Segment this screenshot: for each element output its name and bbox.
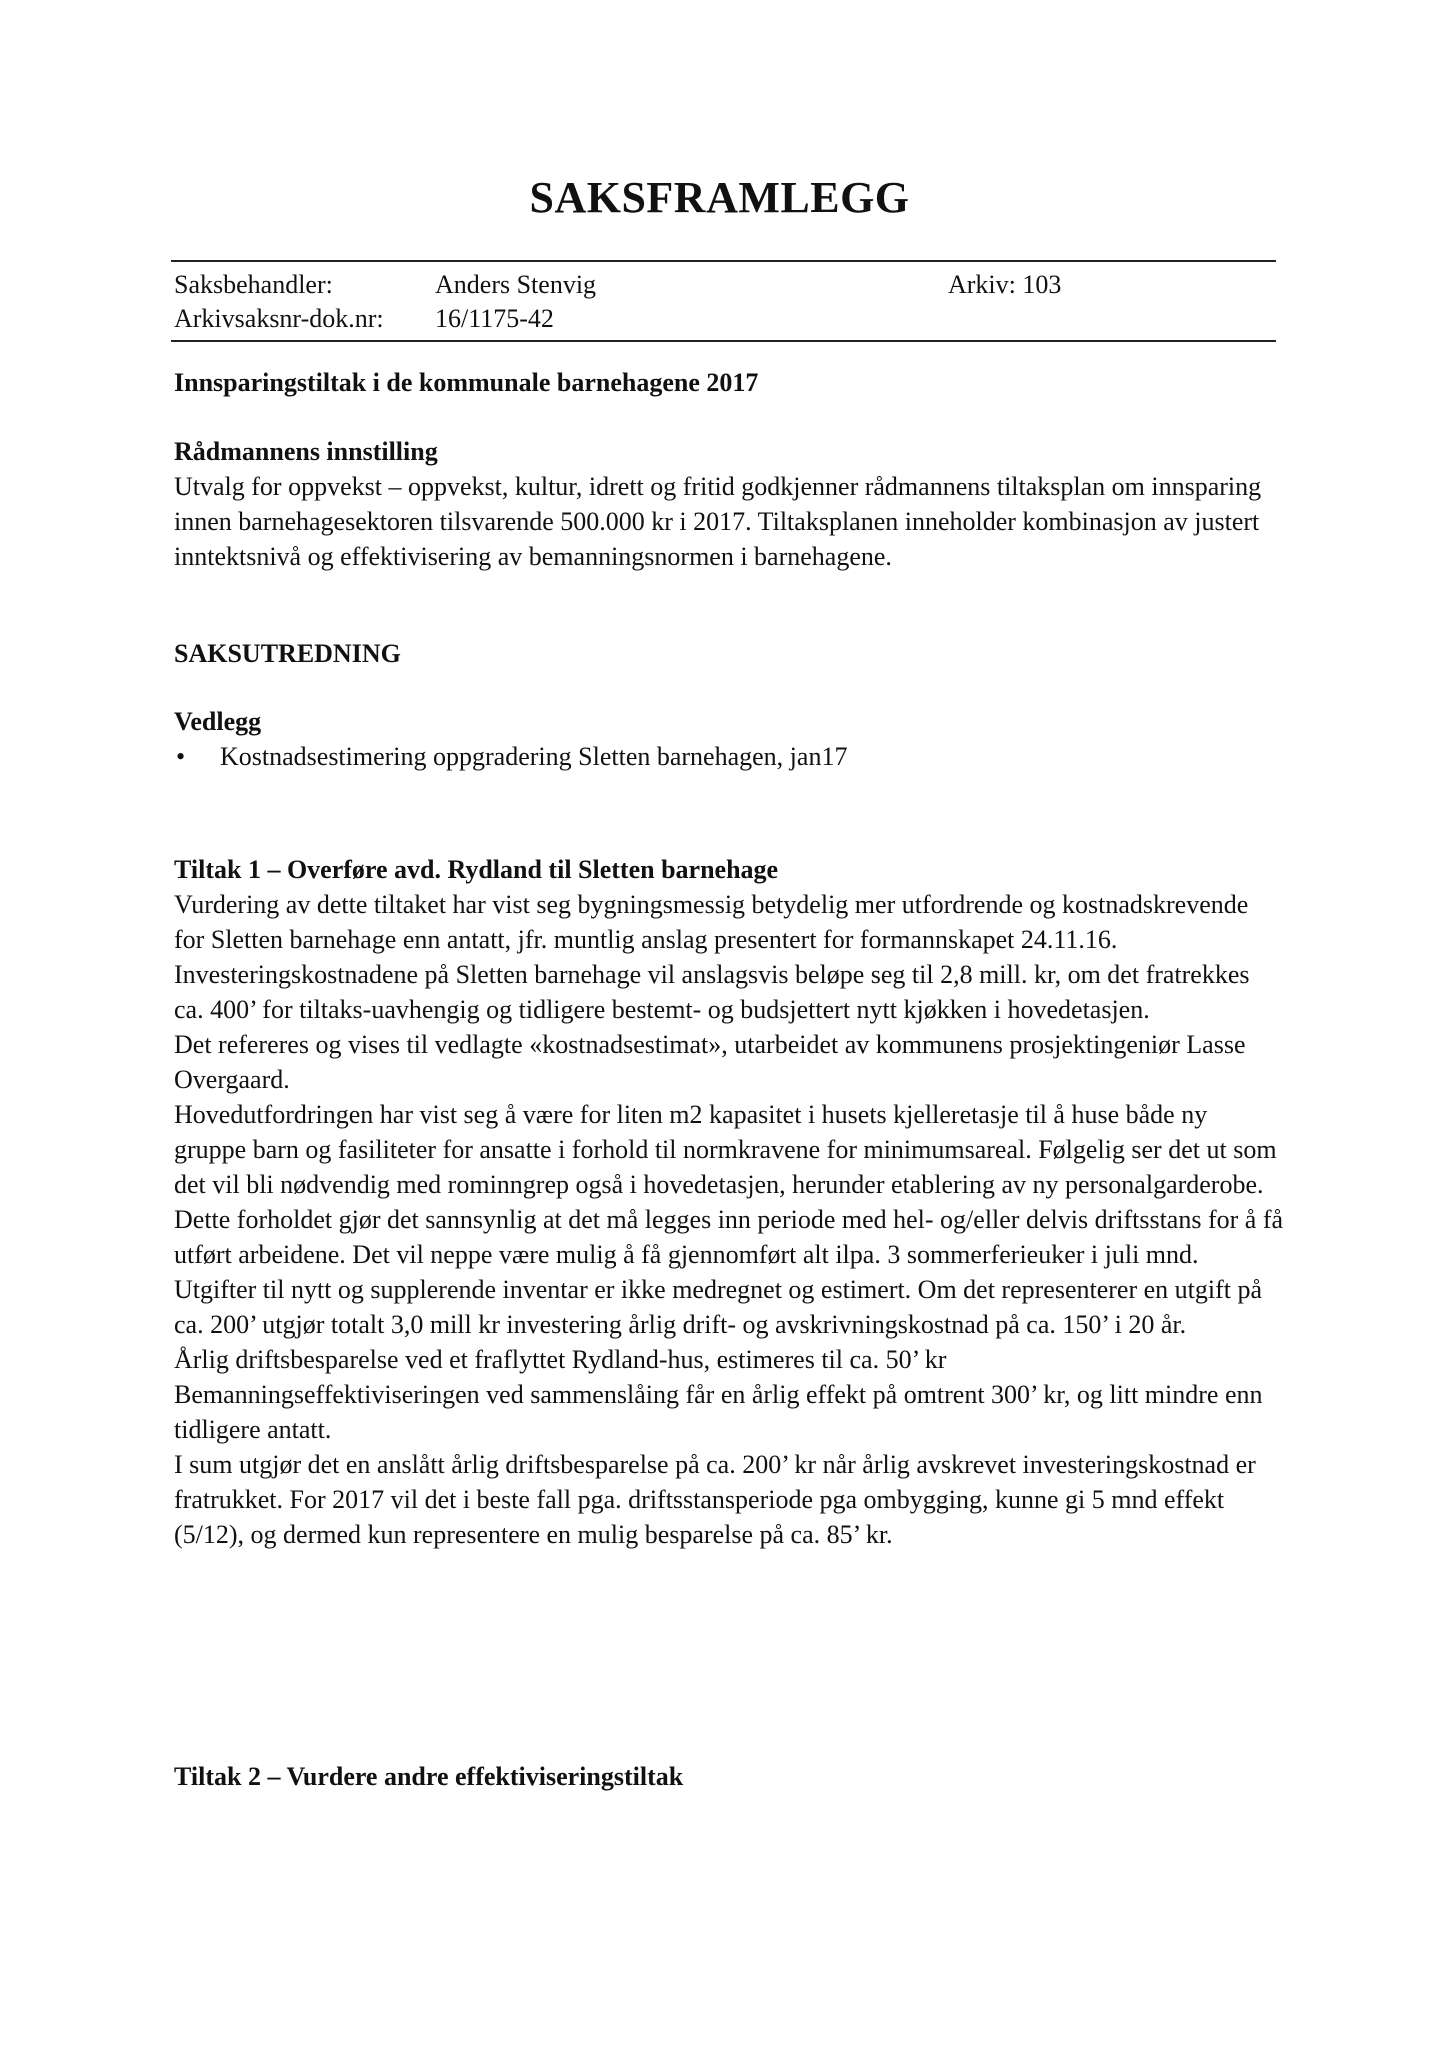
- saksutredning-heading: SAKSUTREDNING: [174, 639, 401, 668]
- tiltak1-paragraph: Det refereres og vises til vedlagte «kostnadsestimat», utarbeidet av kommunens prosjektingeniør Lasse Overgaard.: [174, 1030, 1246, 1094]
- case-metadata: [171, 260, 1276, 342]
- tiltak1-paragraph: Bemanningseffektiviseringen ved sammenslåing får en årlig effekt på omtrent 300’ kr, og litt mindre enn tidligere antatt.: [174, 1380, 1263, 1444]
- tiltak1-paragraph: Vurdering av dette tiltaket har vist seg bygningsmessig betydelig mer utfordrende og kostnadskrevende for Sletten barnehage enn antatt, jfr. muntlig anslag presentert for formannskapet 24.11.16. Investeringskostnadene på Sletten barnehage vil anslagsvis beløpe seg til 2,8 mill. kr, om det fratrekkes ca. 400’ for tiltaks-uavhengig og tidligere bestemt- og budsjettert nytt kjøkken i hovedetasjen.: [174, 890, 1250, 1024]
- tiltak1-paragraph: Utgifter til nytt og supplerende inventar er ikke medregnet og estimert. Om det representerer en utgift på ca. 200’ utgjør totalt 3,0 mill kr investering årlig drift- og avskrivningskostnad på ca. 150’ i 20 år.: [174, 1275, 1263, 1339]
- tiltak1-paragraph: I sum utgjør det en anslått årlig driftsbesparelse på ca. 200’ kr når årlig avskrevet investeringskostnad er fratrukket. For 2017 vil det i beste fall pga. driftsstansperiode pga ombygging, kunne gi 5 mnd effekt (5/12), og dermed kun representere en mulig besparelse på ca. 85’ kr.: [174, 1450, 1256, 1549]
- arkivsaksnr-label: Arkivsaksnr-dok.nr:: [174, 304, 384, 333]
- recommendation-text: Utvalg for oppvekst – oppvekst, kultur, idrett og fritid godkjenner rådmannens tiltaksplan om innsparing innen barnehagesektoren tilsvarende 500.000 kr i 2017. Tiltaksplanen inneholder kombinasjon av justert inntektsnivå og effektivisering av bemanningsnormen i barnehagene.: [174, 472, 1262, 571]
- recommendation-heading: Rådmannens innstilling: [174, 437, 438, 466]
- recommendation-section: [174, 434, 1284, 574]
- tiltak1-section: [174, 852, 1284, 1552]
- tiltak2-heading: Tiltak 2 – Vurdere andre effektiviseringstiltak: [174, 1762, 684, 1791]
- attachments-list: [174, 739, 1284, 774]
- attachment-item[interactable]: • Kostnadsestimering oppgradering Sletten barnehagen, jan17: [174, 739, 1284, 774]
- meta-row-arkivsaksnr: [171, 302, 1276, 336]
- saksbehandler-value: Anders Stenvig: [435, 270, 597, 299]
- attachments-heading: Vedlegg: [174, 707, 262, 736]
- arkivsaksnr-value: 16/1175-42: [435, 304, 554, 333]
- case-subject: Innsparingstiltak i de kommunale barnehagene 2017: [174, 368, 759, 397]
- arkiv-value: Arkiv: 103: [948, 270, 1062, 299]
- saksbehandler-label: Saksbehandler:: [174, 270, 333, 299]
- tiltak1-heading: Tiltak 1 – Overføre avd. Rydland til Sletten barnehage: [174, 855, 779, 884]
- tiltak1-paragraph: Hovedutfordringen har vist seg å være for liten m2 kapasitet i husets kjelleretasje til å huse både ny gruppe barn og fasiliteter for ansatte i forhold til normkravene for minimumsareal. Følgelig ser det ut som det vil bli nødvendig med rominngrep også i hovedetasjen, herunder etablering av ny personalgarderobe. Dette forholdet gjør det sannsynlig at det må legges inn periode med hel- og/eller delvis driftsstans for å få utført arbeidene. Det vil neppe være mulig å få gjennomført alt ilpa. 3 sommerferieuker i juli mnd.: [174, 1100, 1284, 1269]
- meta-row-saksbehandler: [171, 268, 1276, 302]
- document-title: SAKSFRAMLEGG: [529, 173, 910, 222]
- tiltak1-paragraph: Årlig driftsbesparelse ved et fraflyttet Rydland-hus, estimeres til ca. 50’ kr: [174, 1345, 947, 1374]
- attachments-section: [174, 704, 1284, 774]
